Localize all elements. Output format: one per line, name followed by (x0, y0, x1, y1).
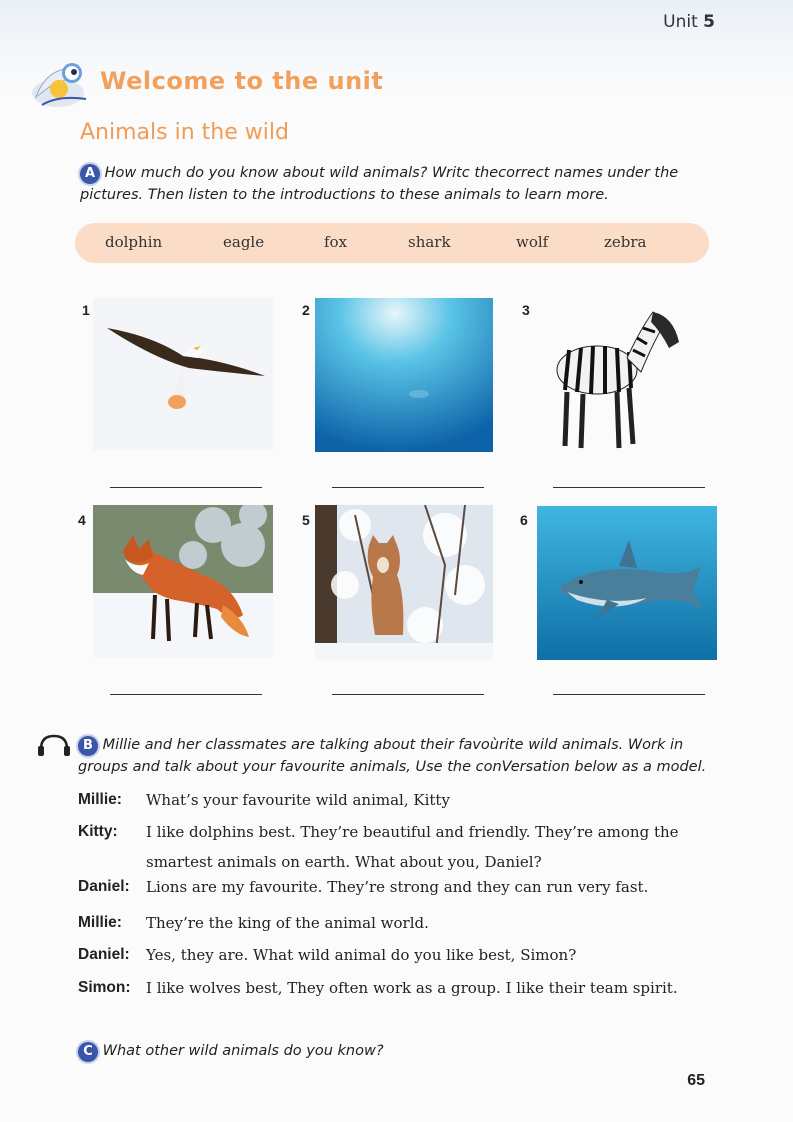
page-subtitle: Animals in the wild (80, 120, 289, 145)
page-number: 65 (687, 1072, 705, 1089)
dialogue-line: Lions are my favourite. They’re strong and they can run very fast. (146, 878, 649, 896)
wolf-photo (315, 505, 493, 660)
picture-number: 2 (302, 302, 310, 318)
zebra-photo (545, 298, 705, 453)
fox-photo (93, 505, 273, 658)
word-bank (75, 223, 709, 263)
section-b-badge: B (78, 736, 98, 756)
speaker-label: Daniel: (78, 946, 130, 963)
answer-line[interactable] (110, 487, 262, 488)
dialogue-line: Yes, they are. What wild animal do you like best, Simon? (146, 946, 577, 964)
section-a-text: How much do you know about wild animals? Writc thecorrect names under the pictures. Then listen to the introductions to these animals to learn more. (80, 165, 679, 203)
section-c-text: What other wild animals do you know? (102, 1043, 384, 1059)
word-item: dolphin (105, 233, 163, 251)
section-a-instruction (80, 162, 720, 206)
word-item: eagle (223, 233, 265, 251)
answer-line[interactable] (332, 487, 484, 488)
speaker-label: Millie: (78, 791, 122, 808)
headphones-icon (37, 733, 71, 757)
picture-number: 3 (522, 302, 530, 318)
picture-number: 1 (82, 302, 90, 318)
picture-number: 4 (78, 512, 86, 528)
answer-line[interactable] (110, 694, 262, 695)
dialogue-line: I like wolves best, They often work as a group. I like their team spirit. (146, 979, 678, 997)
word-item: wolf (516, 233, 549, 251)
section-c-badge: C (78, 1042, 98, 1062)
mascot-logo-icon (28, 55, 98, 113)
speaker-label: Simon: (78, 979, 131, 996)
section-b-text: Millie and her classmates are talking about their favoùrite wild animals. Work in groups and talk about your favourite animals, Use the conVersation below as a model. (78, 737, 707, 775)
answer-line[interactable] (553, 694, 705, 695)
answer-line[interactable] (553, 487, 705, 488)
dialogue-line: What’s your favourite wild animal, Kitty (146, 791, 450, 809)
answer-line[interactable] (332, 694, 484, 695)
shark-photo (537, 506, 717, 660)
picture-number: 5 (302, 512, 310, 528)
eagle-photo (93, 298, 273, 450)
section-c-instruction (78, 1040, 718, 1062)
dolphin-underwater-photo (315, 298, 493, 452)
section-b-instruction (78, 734, 718, 778)
section-a-badge: A (80, 164, 100, 184)
word-item: fox (324, 233, 348, 251)
speaker-label: Kitty: (78, 823, 118, 840)
picture-number: 6 (520, 512, 528, 528)
word-item: shark (408, 233, 451, 251)
page-title: Welcome to the unit (100, 67, 384, 95)
speaker-label: Daniel: (78, 878, 130, 895)
unit-label: Unit 5 (663, 12, 715, 32)
dialogue-line: I like dolphins best. They’re beautiful and friendly. They’re among the smartest animals on earth. What about you, Daniel? (146, 823, 679, 871)
speaker-label: Millie: (78, 914, 122, 931)
dialogue-line: They’re the king of the animal world. (146, 914, 429, 932)
word-item: zebra (604, 233, 647, 251)
